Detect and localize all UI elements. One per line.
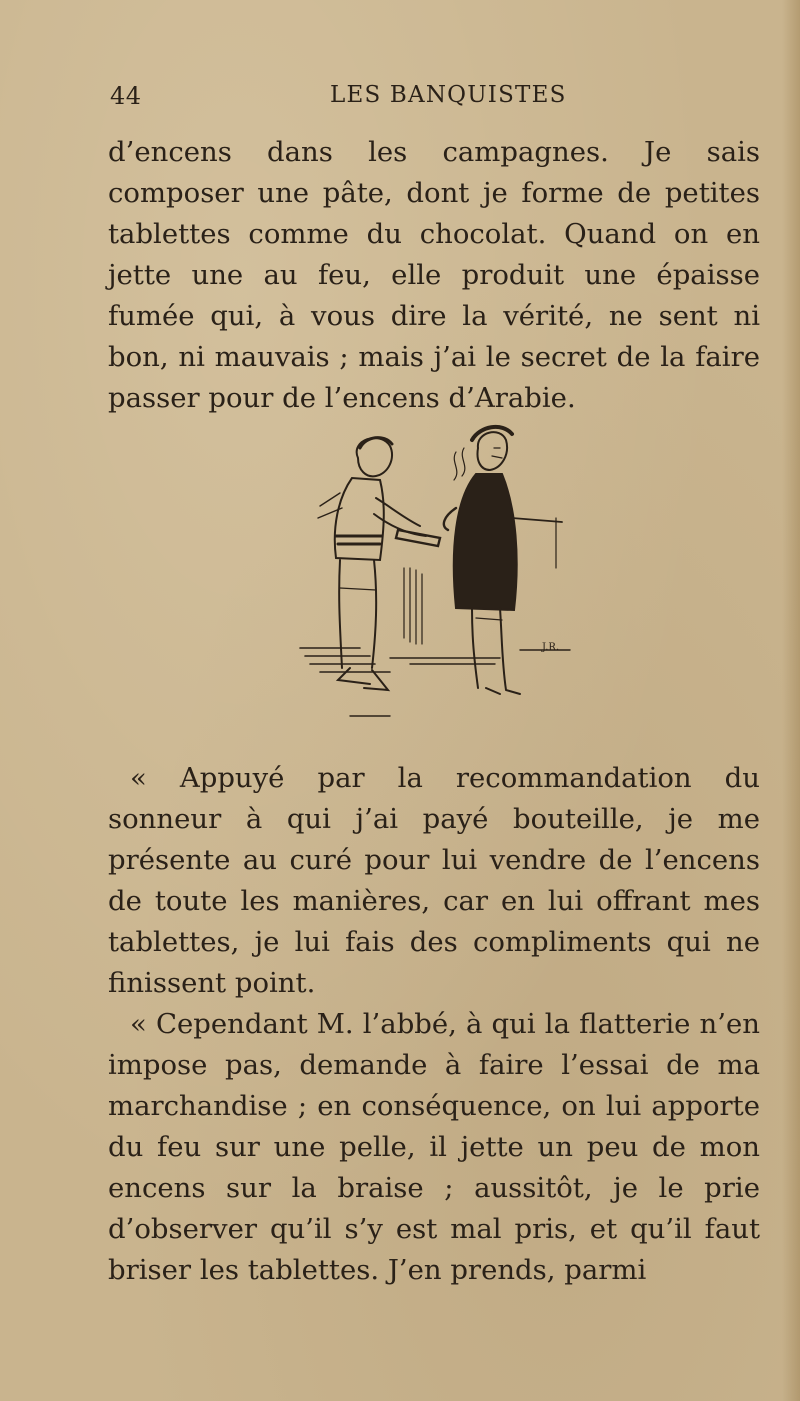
paragraph: « Cependant M. l’abbé, à qui la flatterie n’en impose pas, demande à faire l’essai de ma marchandise ; en conséquence, on lui apporte du feu sur une pelle, il jette un peu de mon encens sur la braise ; aussitôt, je le prie d’observer qu’il s’y est mal pris, et qu’il faut briser les tablettes. J’en prends, parmi: [108, 1008, 760, 1286]
paragraph: « Appuyé par la recommandation du sonneur à qui j’ai payé bouteille, je me présente au curé pour lui vendre de l’encens de toute les manières, car en lui offrant mes tablettes, je lui fais des compliments qui ne finissent point.: [108, 762, 760, 999]
page-number: 44: [110, 82, 142, 110]
page-header: [110, 82, 760, 116]
text-block-bottom: [108, 758, 760, 1291]
page-edge-shadow: [782, 0, 800, 1401]
engraving-two-men-icon: [280, 418, 580, 718]
illustration-signature: J.R.: [542, 642, 560, 653]
text-block-top: [108, 132, 760, 419]
paragraph-continuation: d’encens dans les campagnes. Je sais composer une pâte, dont je forme de petites tablettes comme du chocolat. Quand on en jette une au feu, elle produit une épaisse fumée qui, à vous dire la vérité, ne sent ni bon, ni mauvais ; mais j’ai le secret de la faire passer pour de l’encens d’Arabie.: [108, 136, 760, 414]
running-title: LES BANQUISTES: [330, 82, 567, 108]
illustration: [280, 418, 580, 718]
